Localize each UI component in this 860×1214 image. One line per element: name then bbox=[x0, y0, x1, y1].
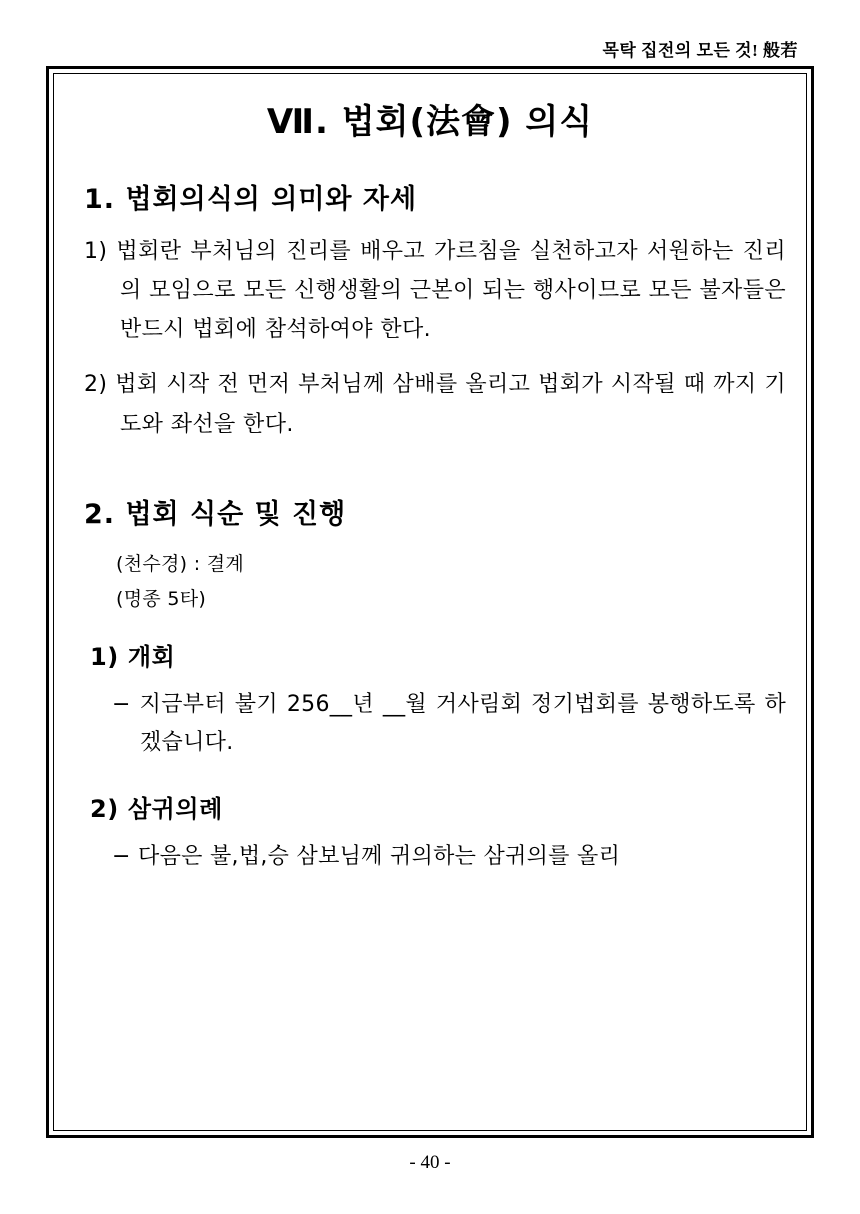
section-heading-2: 2. 법회 식순 및 진행 bbox=[84, 498, 347, 530]
section-1-item-1: 1) 법회란 부처님의 진리를 배우고 가르침을 실천하고자 서원하는 진리의 모임으로 모든 신행생활의 근본이 되는 행사이므로 모든 불자들은 반드시 법회에 참석하여야 한다. bbox=[84, 239, 786, 343]
section-2-note-2: (명종 5타) bbox=[116, 587, 207, 610]
subsection-1-line-1: − 지금부터 불기 256__년 __월 거사림회 정기법회를 봉행하도록 하겠습니다. bbox=[112, 691, 786, 756]
subsection-heading-1: 1) 개회 bbox=[90, 642, 176, 671]
section-2-note-1: (천수경) : 결계 bbox=[116, 552, 245, 575]
section-1-item-2: 2) 법회 시작 전 먼저 부처님께 삼배를 올리고 법회가 시작될 때 까지 기도와 좌선을 한다. bbox=[84, 372, 786, 437]
subsection-2-line-1: − 다음은 불,법,승 삼보님께 귀의하는 삼귀의를 올리 bbox=[112, 843, 621, 869]
page-number: - 40 - bbox=[409, 1152, 451, 1173]
page-title: Ⅶ. 법회(法會) 의식 bbox=[266, 102, 594, 142]
page-content bbox=[74, 80, 786, 876]
section-heading-1: 1. 법회의식의 의미와 자세 bbox=[84, 184, 418, 215]
running-head: 목탁 집전의 모든 것! 般若 bbox=[602, 41, 798, 60]
subsection-heading-2: 2) 삼귀의례 bbox=[90, 794, 223, 823]
